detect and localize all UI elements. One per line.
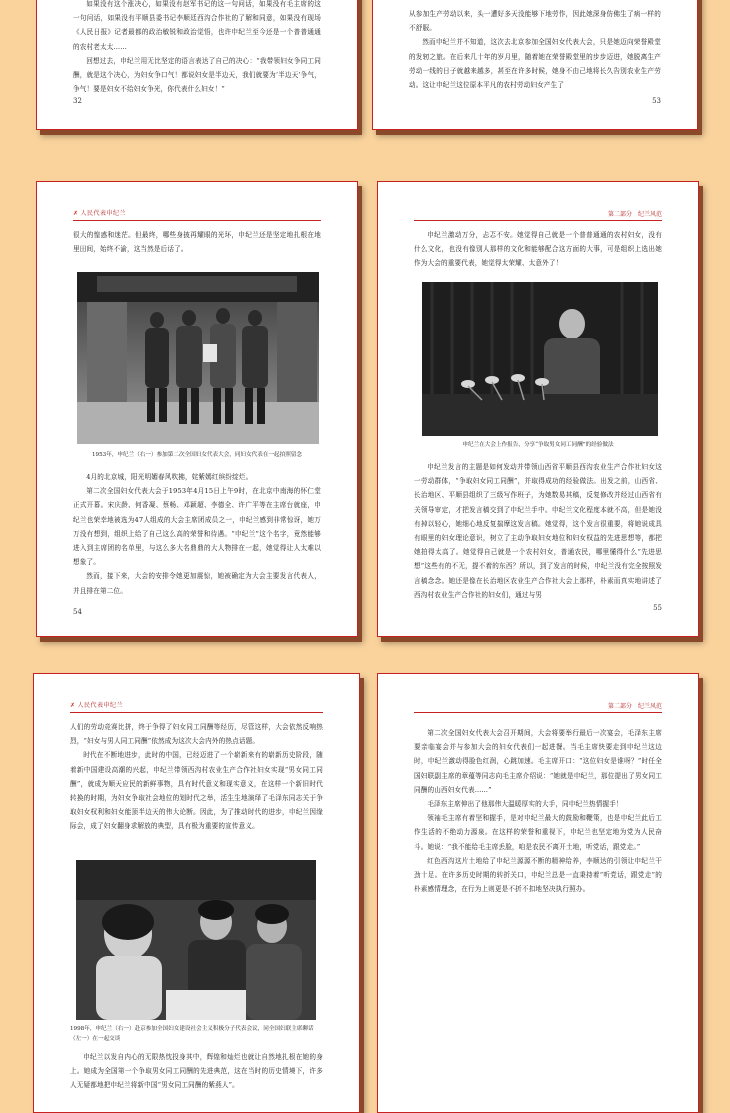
photo-image [77, 272, 319, 444]
page-54 [36, 181, 358, 637]
page-number: 55 [653, 604, 662, 612]
running-header [73, 208, 321, 221]
photo-caption: 申纪兰在大会上作报告，分享“争取男女同工同酬”的经验做法 [462, 442, 614, 448]
paragraph: 第二次全国妇女代表大会召开期间，大会将要举行最后一次宴会，毛泽东主席要亲临宴会并与参加大会的妇女代表们一起进餐。当毛主席快要走到申纪兰这边时，申纪兰激动得脸色红润，心跳加速。毛主席开口：“这位妇女是谁呀？”时任全国妇联副主席的章蕴等同志向毛主席介绍说：“她就是申纪兰，那位提出了男女同工同酬的山西妇女代表……” [414, 729, 662, 794]
photo-caption: 1998年，申纪兰（右一）赴京参加全国妇女建设社会主义积极分子代表会议，同全国妇联主席聊话（左一）在一起交谈 [70, 1026, 314, 1042]
paragraph: 然而，接下来，大会的安排令她更加震惊，她被确定为大会主要发言代表人，并且排在第二位。 [73, 572, 321, 595]
flag-icon: ✗ [73, 210, 79, 217]
paragraph: 然而申纪兰并不知道，这次去北京参加全国妇女代表大会，只是她迈向荣誉殿堂的发轫之旅。在后来几十年的岁月里，随着她在荣誉殿堂里的步步迈进，她脱离生产劳动一线的日子就越来越多，甚至在许多时候，她身不由己地将长久告别农业生产劳动。这让申纪兰这位原本平凡的农村劳动妇女产生了 [409, 38, 661, 90]
paragraph: 红色西沟这片土地给了申纪兰源源不断的精神给养，李顺达的引领让申纪兰干劲十足。在许多历史时期的转折关口，申纪兰总是一直秉持着“听党话，跟党走”的朴素感情理念，在行为上则更是不折不扣地坚决执行照办。 [414, 856, 662, 894]
page-33 [372, 0, 698, 130]
paragraph: 回想过去，申纪兰用无比坚定的语言表达了自己的决心：“我带领妇女争同工同酬，就是这个决心，为妇女争口气！都说妇女是半边天，我们就要为‘半边天’争气，争气！要是妇女不给妇女争光，你代表什么妇女！” [73, 56, 321, 94]
page-57 [377, 673, 699, 1113]
page-32 [36, 0, 358, 130]
page-number: 54 [73, 608, 82, 616]
running-header [414, 700, 662, 713]
section-title: 第二部分 纪兰风范 [607, 703, 662, 710]
photo-women-delegates [77, 272, 319, 444]
paragraph: 人们的劳动竞赛比拼，终于争得了妇女同工同酬等经历，尽管这样，大会依然反响热烈，“妇女与男人同工同酬”依然成为这次大会内外的热点话题。 [70, 723, 323, 746]
paragraph: 4月的北京城，阳光明媚春风吹拂，姹紫嫣红缤纷绽烂。 [86, 473, 253, 481]
photo-speech [422, 282, 658, 436]
paragraph: 第二次全国妇女代表大会于1953年4月15日上午9时，在北京中南海的怀仁堂正式开幕。宋庆龄、何香凝、蔡畅、邓颖超、李德全、许广平等在主席台就座，申纪兰也荣幸地被选为47人组成的大会主席团成员之一，申纪兰感到非常惊讶，她万万没有想到，组织上给了自己这么高的荣誉和待遇。“申纪兰”这个名字，竟然能够进入到主席团的名单里，与这么多大名鼎鼎的大人物排在一起，她觉得让人太难以想象了。 [73, 487, 321, 567]
section-title: 第二部分 纪兰风范 [607, 211, 662, 218]
paragraph: 领袖毛主席有着坚和握手，是对申纪兰最大的鼓励和鞭策，也是申纪兰此后工作生活的不绝动力源泉。在这样的荣誉和重视下，申纪兰也坚定地为党为人民奋斗。她说：“我不能给毛主席丢脸，咱是农民不离开土地，听党话，跟党走。” [414, 814, 662, 851]
paragraph: 申纪兰以发自内心的无限热忱投身其中，辉煌和灿烂也就让自然地扎根在她的身上。她成为全国第一个争取男女同工同酬的先进典范，这在当时的历史情境下，许多人无疑都地把申纪兰将新中国“男女同工同酬的紫燕人”。 [70, 1053, 323, 1090]
photo-caption: 1953年，申纪兰（右一）参加第二次全国妇女代表大会，同妇女代表在一起拍照留念 [91, 452, 303, 458]
paragraph: 时代在不断地进步，此时的中国，已经迈进了一个崭新来有的崭新历史阶段，随着新中国建设高潮的兴起，申纪兰带领西沟村农业生产合作社妇女实现“男女同工同酬”，就成为顺天应民的新鲜事物，具有时代意义和现实意义，在这样一个新旧时代转换的时期，为妇女争取社会地位的划时代之举，活生生地演绎了毛泽东同志关于争取妇女权利和妇女能顶半边天的伟大论断。因此，为了推动时代的进步，申纪兰因缘际会，成了妇女翻身求解放的典型，具有极为重要的宣传意义。 [70, 751, 323, 831]
book-logo: ✗ 人民代表申纪兰 [73, 210, 127, 217]
running-header [70, 700, 323, 713]
page-55 [377, 181, 699, 637]
page-56 [33, 673, 360, 1113]
photo-image [76, 860, 316, 1020]
running-header [414, 208, 662, 221]
paragraph: 如果没有这个涨决心，如果没有赵军书记的这一句问话，如果没有毛主席的这一句问话，如果没有平顺县委书记李顺廷西沟合作社的了解和同意，如果没有现场《人民日报》记者最都的政治敏锐和政治觉悟，也许申纪兰至今还是一个普普通通的农村老太太…… [73, 0, 321, 51]
page-number: 32 [73, 97, 82, 105]
paragraph: 从参加生产劳动以来，头一遭好多天没能够下地劳作，因此她深身仿佛生了病一样的不舒服。 [409, 10, 661, 33]
page-number: 53 [652, 97, 661, 105]
photo-conversation [76, 860, 316, 1020]
flag-icon: ✗ [70, 702, 76, 709]
paragraph: 申纪兰发言的主题是如何发动并带领山西省平顺县西沟农业生产合作社妇女这一劳动群体，“争取妇女同工同酬”，并取得成功的经验做法。出发之前，山西省、长治地区、平顺县组织了三级写作班子，为她数易其稿，反复修改并经过山西省有关领导审定，才把发言稿交到了申纪兰手中。申纪兰文化程度本就不高，但是她没有掉以轻心，她细心地反复揣摩这发言稿。她觉得，这个发言很重要，将她说成具有眼里的妇女理论意识，树立了主动争取妇女地位和妇女权益的先进思想等，都把她拍得太高了。她觉得自己就是一个农村妇女，普通农民，哪里懂得什么“先进思想”这些有的不无，提不着的东西？所以，到了发言的时候，申纪兰没有完全按照发言稿念念。她还是像在长治地区农业生产合作社大会上那样，朴素而真实地讲述了西沟村农业生产合作社的妇女们，通过与男 [414, 463, 662, 599]
paragraph: 申纪兰激动万分，忐忑不安。她觉得自己就是一个普普通通的农村妇女，没有什么文化，也没有像别人那样的文化和能够配合这方面的大事，可是组织上选出她作为大会的重要代表，她觉得太荣耀、太意外了！ [414, 231, 662, 268]
book-logo: ✗ 人民代表申纪兰 [70, 702, 124, 709]
paragraph: 很大的惶惑和迷茫。但最终，哪些身披再耀眼的光环，申纪兰还是坚定地扎根在地里田间，始终不渝，这当然是后话了。 [73, 231, 321, 254]
photo-image [422, 282, 658, 436]
paragraph: 毛泽东主席伸出了他那伟大温暖厚实的大手，同申纪兰热情握手！ [427, 800, 623, 809]
